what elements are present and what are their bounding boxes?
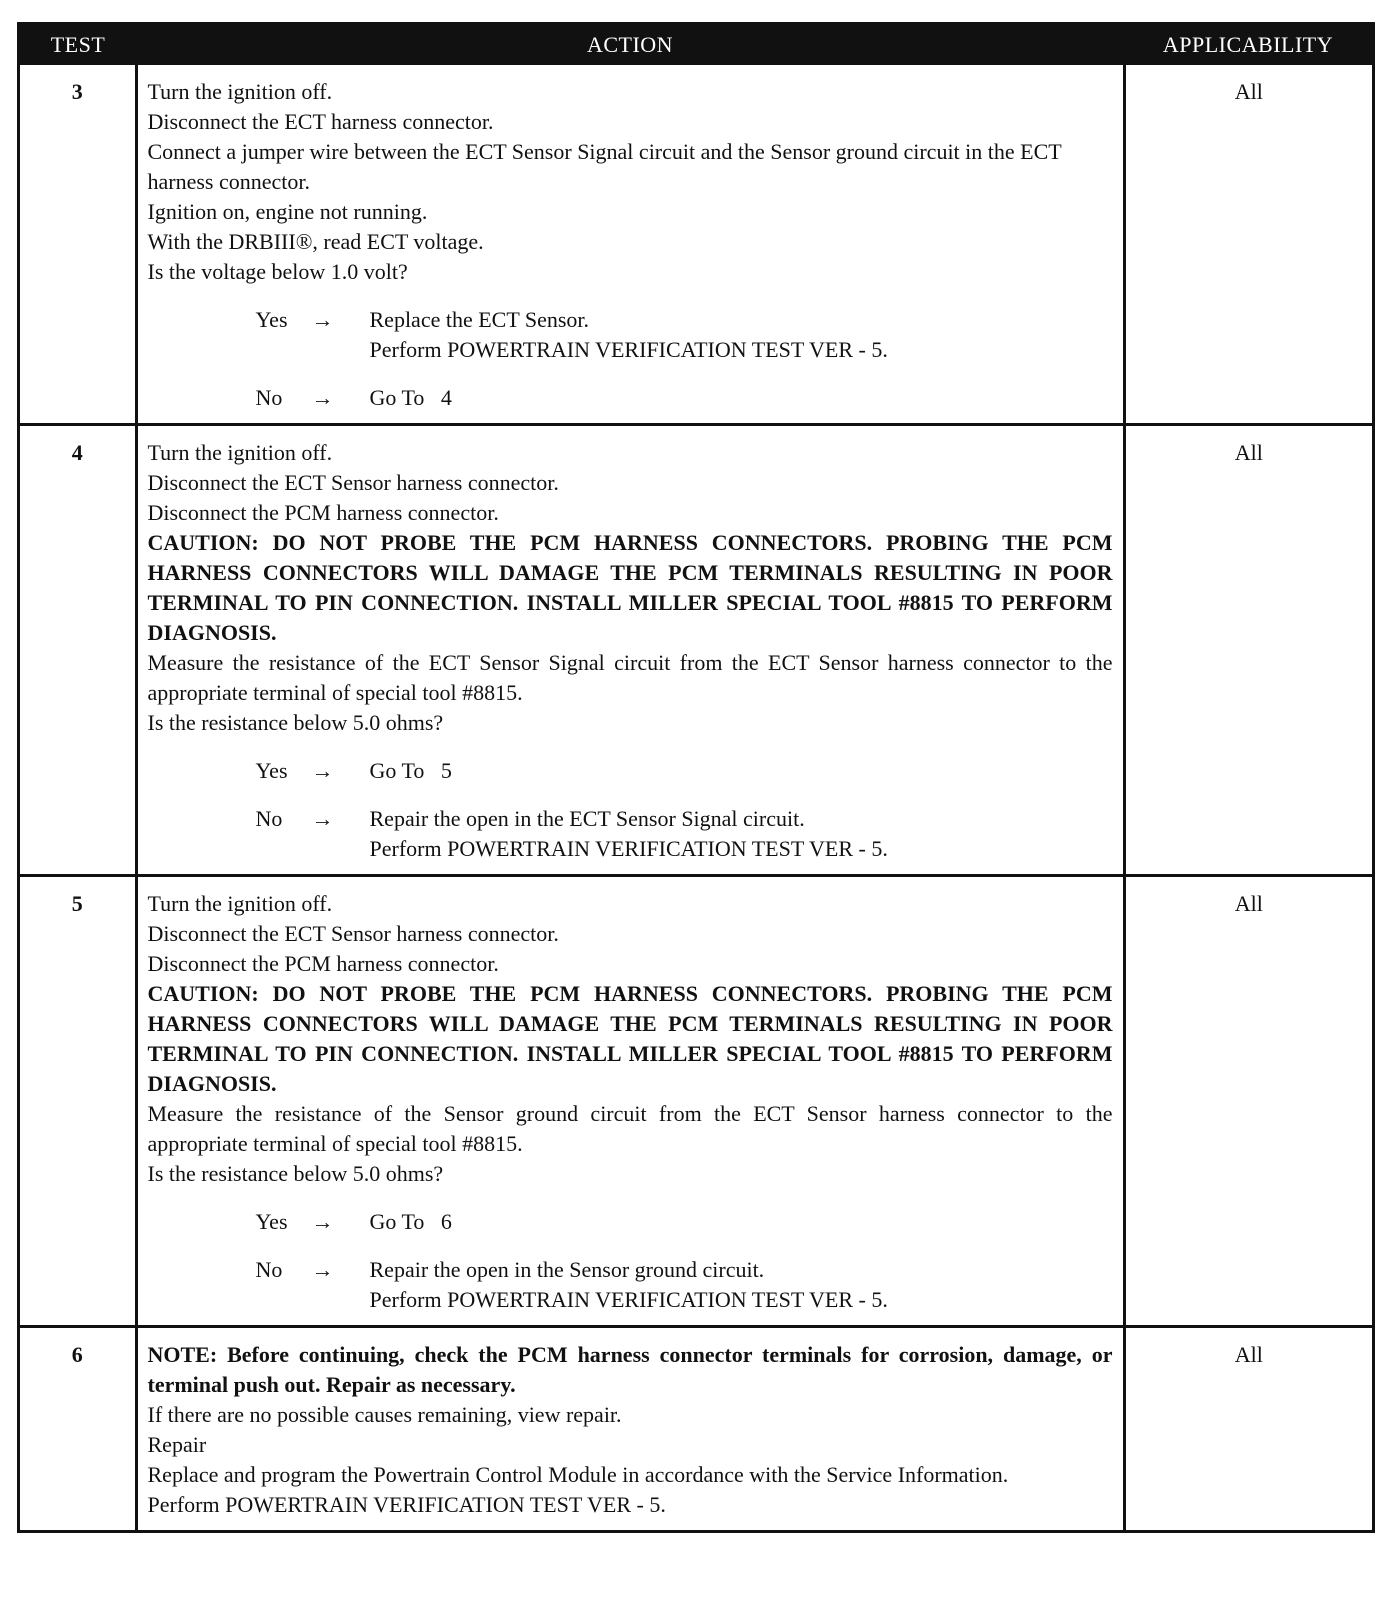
step: Disconnect the ECT harness connector. — [147, 109, 494, 134]
instruction: If there are no possible causes remaining, view repair. — [147, 1402, 622, 1427]
step: Disconnect the PCM harness connector. — [147, 951, 499, 976]
yes-label: Yes — [255, 1209, 288, 1234]
test-number: 5 — [20, 876, 136, 1327]
no-label: No — [255, 385, 283, 410]
action-cell — [136, 876, 1124, 1327]
diagnostic-test-table — [17, 22, 1375, 1533]
right-arrow-icon: → — [311, 806, 334, 831]
yes-result: Go To 5 — [369, 758, 452, 783]
right-arrow-icon: → — [311, 1209, 334, 1234]
yes-result: Perform POWERTRAIN VERIFICATION TEST VER - 5. — [369, 337, 888, 362]
question: Is the voltage below 1.0 volt? — [147, 259, 408, 284]
applicability-value: All — [1124, 65, 1372, 425]
note-text: NOTE: Before continuing, check the PCM harness connector terminals for corrosion, damage, or terminal push out. Repair as necessary. — [147, 1342, 1113, 1397]
test-number: 6 — [20, 1327, 136, 1531]
test-row-6 — [20, 1327, 1372, 1531]
right-arrow-icon: → — [311, 385, 334, 410]
no-branch — [256, 1255, 1113, 1315]
applicability-value: All — [1234, 1342, 1263, 1367]
test-row-5 — [20, 876, 1372, 1327]
header-test: TEST — [20, 25, 136, 65]
no-label: No — [255, 1257, 283, 1282]
no-result: Perform POWERTRAIN VERIFICATION TEST VER - 5. — [369, 836, 888, 861]
measure-step: Measure the resistance of the ECT Sensor Signal circuit from the ECT Sensor harness connector to the appropriate terminal of special tool #8815. — [147, 650, 1113, 705]
yes-branch — [256, 756, 1113, 786]
question: Is the resistance below 5.0 ohms? — [147, 710, 444, 735]
question: Is the resistance below 5.0 ohms? — [147, 1161, 444, 1186]
right-arrow-icon: → — [311, 307, 334, 332]
step: Disconnect the ECT Sensor harness connector. — [147, 470, 559, 495]
yes-result: Replace the ECT Sensor. — [369, 307, 590, 332]
repair-text: Replace and program the Powertrain Control Module in accordance with the Service Information. — [147, 1462, 1009, 1487]
test-row-3 — [20, 65, 1372, 425]
right-arrow-icon: → — [311, 758, 334, 783]
no-branch — [256, 804, 1113, 864]
applicability-value: All — [1124, 425, 1372, 876]
action-cell — [136, 1327, 1124, 1531]
yes-result: Go To 6 — [369, 1209, 452, 1234]
no-result: Go To 4 — [369, 385, 452, 410]
step: Ignition on, engine not running. — [147, 199, 428, 224]
no-label: No — [255, 806, 283, 831]
applicability-value: All — [1124, 876, 1372, 1327]
caution-text: CAUTION: DO NOT PROBE THE PCM HARNESS CONNECTORS. PROBING THE PCM HARNESS CONNECTORS WILL DAMAGE THE PCM TERMINALS RESULTING IN POOR TERMINAL TO PIN CONNECTION. INSTALL MILLER SPECIAL TOOL #8815 TO PERFORM DIAGNOSIS. — [147, 981, 1113, 1096]
step: Connect a jumper wire between the ECT Sensor Signal circuit and the Sensor ground circuit in the ECT harness connector. — [147, 139, 1062, 194]
yes-label: Yes — [255, 307, 288, 332]
no-result: Perform POWERTRAIN VERIFICATION TEST VER - 5. — [369, 1287, 888, 1312]
header-applicability: APPLICABILITY — [1124, 25, 1372, 65]
no-result: Repair the open in the Sensor ground circuit. — [369, 1257, 765, 1282]
no-result: Repair the open in the ECT Sensor Signal circuit. — [369, 806, 805, 831]
header-action: ACTION — [136, 25, 1124, 65]
repair-label: Repair — [147, 1432, 207, 1457]
no-branch — [256, 383, 1113, 413]
test-number: 4 — [20, 425, 136, 876]
caution-text: CAUTION: DO NOT PROBE THE PCM HARNESS CONNECTORS. PROBING THE PCM HARNESS CONNECTORS WILL DAMAGE THE PCM TERMINALS RESULTING IN POOR TERMINAL TO PIN CONNECTION. INSTALL MILLER SPECIAL TOOL #8815 TO PERFORM DIAGNOSIS. — [147, 530, 1113, 645]
step: Disconnect the ECT Sensor harness connector. — [147, 921, 559, 946]
repair-perform: Perform POWERTRAIN VERIFICATION TEST VER - 5. — [147, 1492, 666, 1517]
right-arrow-icon: → — [311, 1257, 334, 1282]
yes-label: Yes — [255, 758, 288, 783]
step: With the DRBIII®, read ECT voltage. — [147, 229, 484, 254]
yes-branch — [256, 305, 1113, 365]
test-row-4 — [20, 425, 1372, 876]
step: Turn the ignition off. — [147, 440, 333, 465]
yes-branch — [256, 1207, 1113, 1237]
test-number: 3 — [20, 65, 136, 425]
step: Turn the ignition off. — [147, 79, 333, 104]
measure-step: Measure the resistance of the Sensor ground circuit from the ECT Sensor harness connector to the appropriate terminal of special tool #8815. — [147, 1101, 1113, 1156]
action-cell — [136, 425, 1124, 876]
table-header-row — [20, 25, 1372, 65]
step: Disconnect the PCM harness connector. — [147, 500, 499, 525]
step: Turn the ignition off. — [147, 891, 333, 916]
action-cell — [136, 65, 1124, 425]
